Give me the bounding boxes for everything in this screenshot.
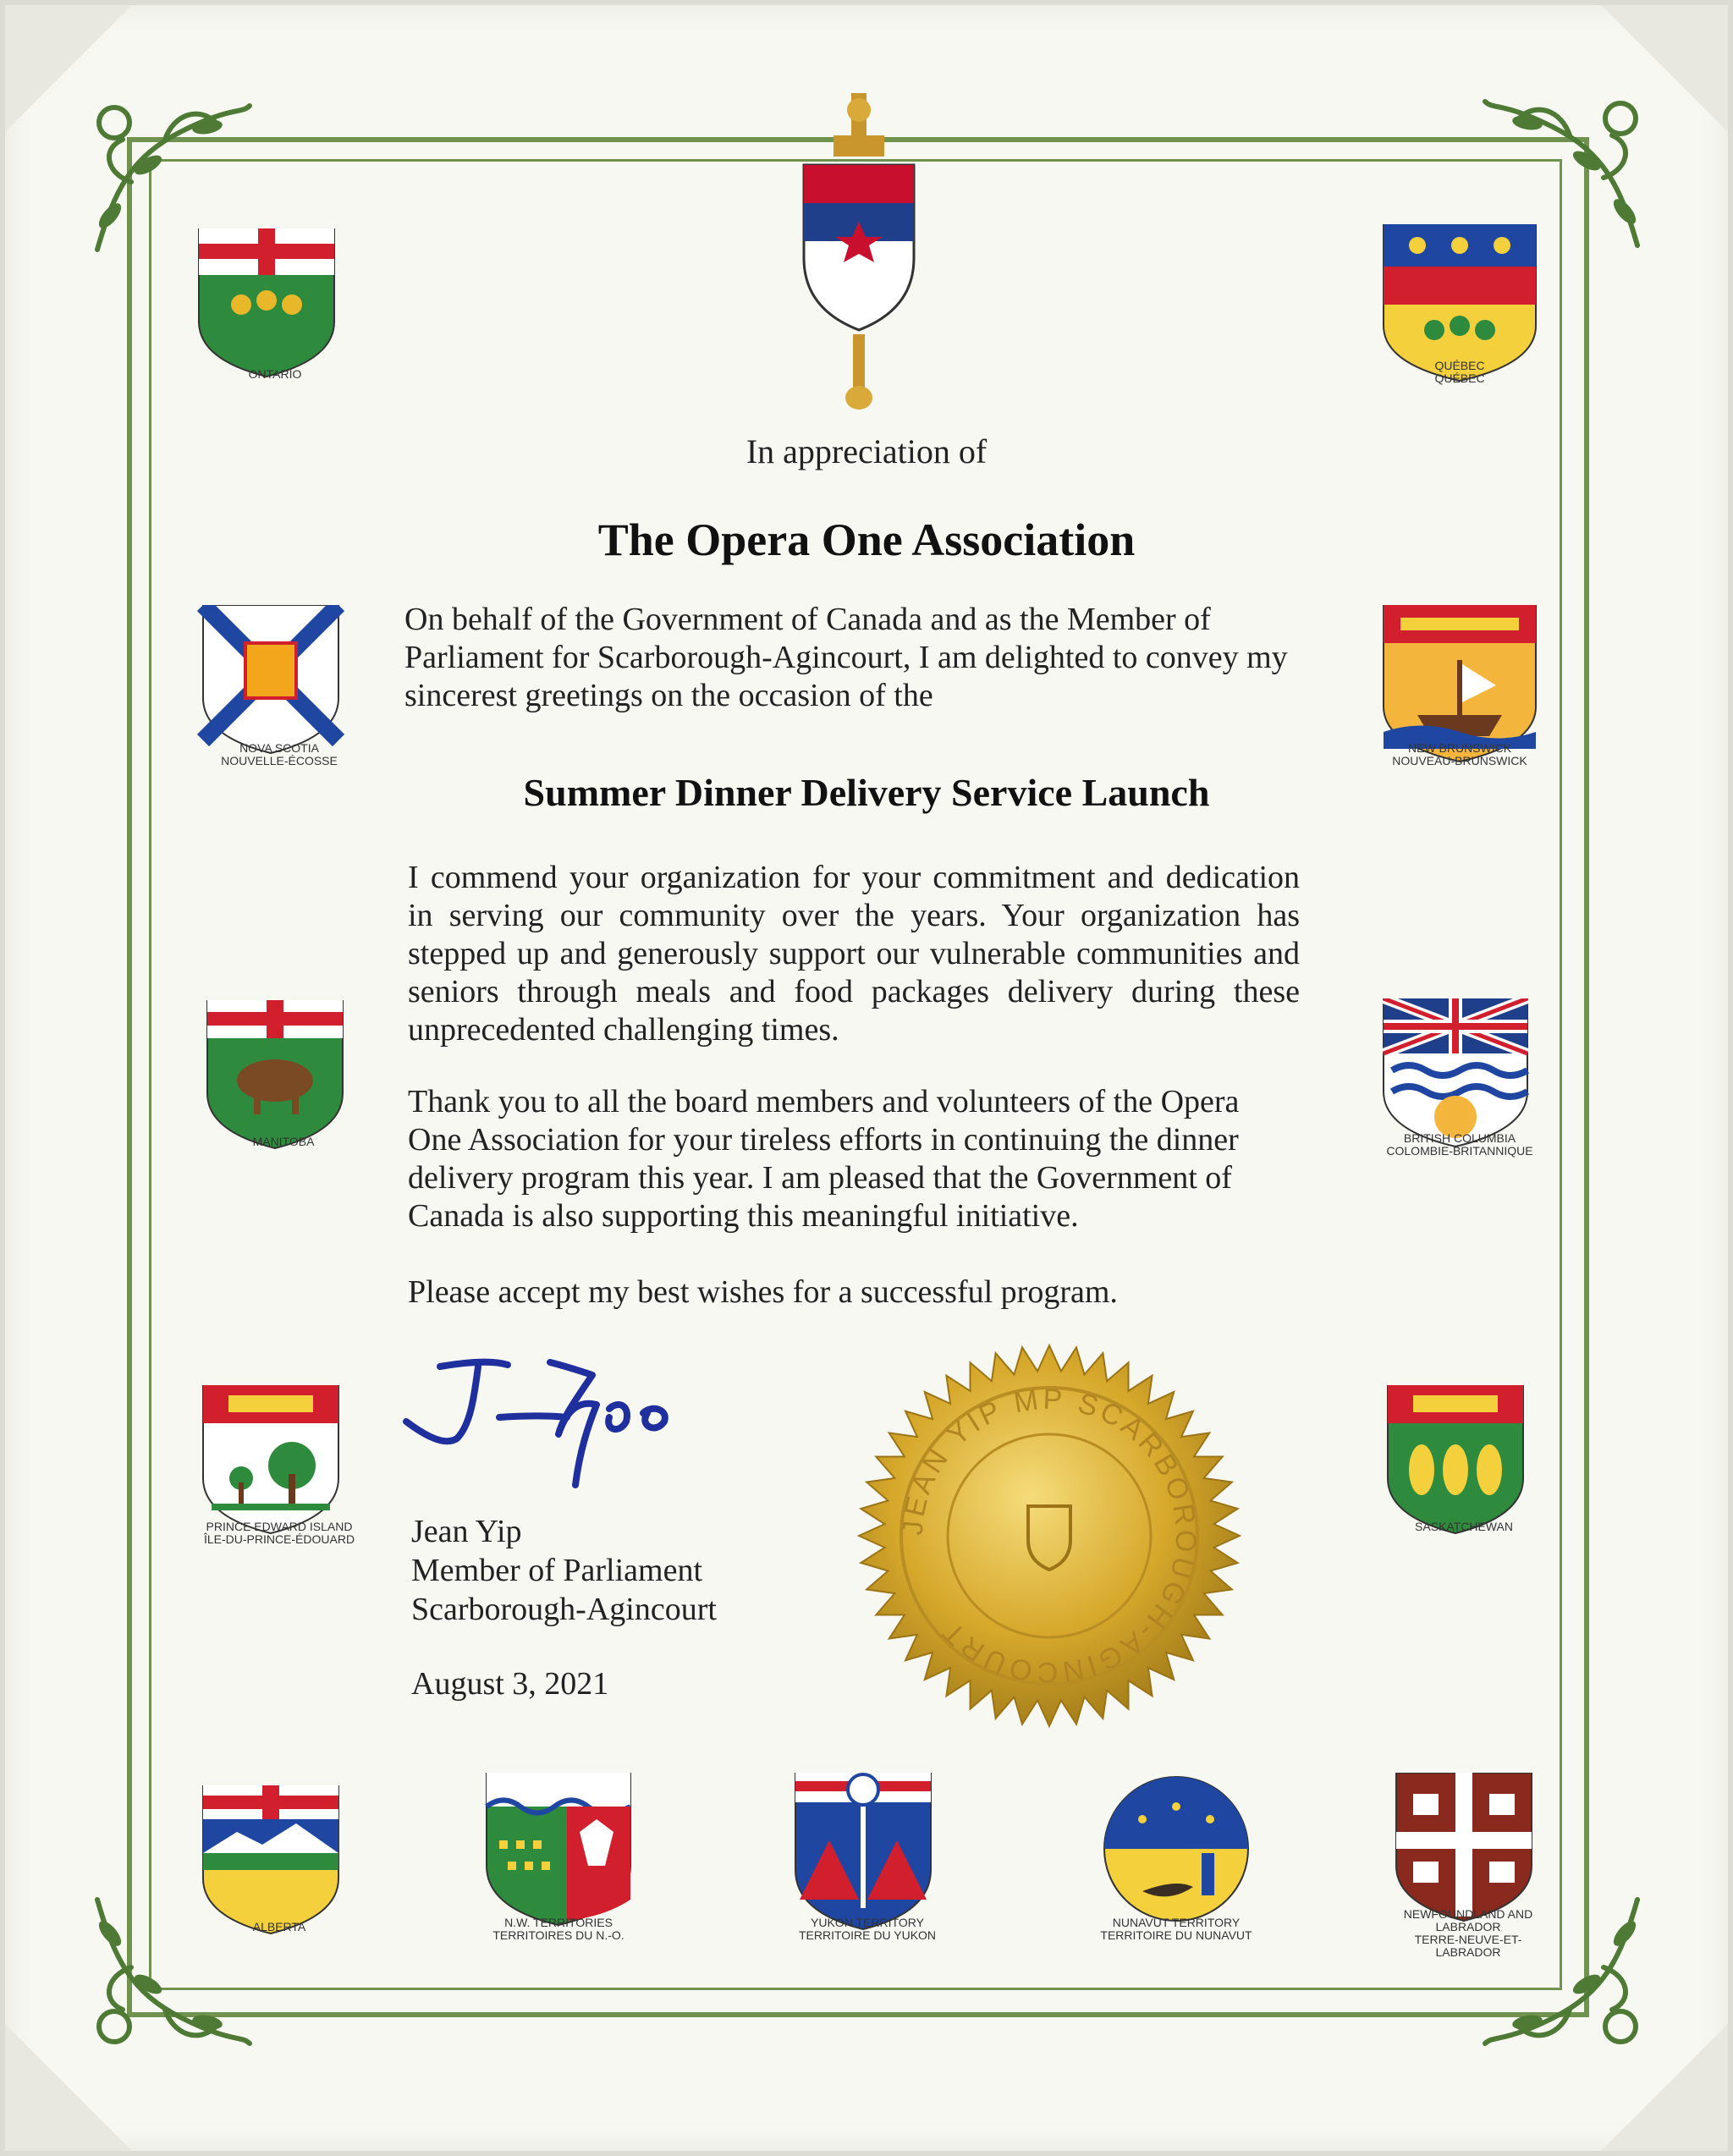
crest-label: TERRITOIRE DU YUKON	[798, 1928, 937, 1942]
crest-label: NUNAVUT TERRITORY	[1112, 1916, 1241, 1929]
crest-label: MANITOBA	[252, 1135, 315, 1148]
gold-seal-icon	[855, 1341, 1244, 1730]
seal-text: JEAN YIP MP SCARBOROUGH-AGINCOURT	[896, 1383, 1202, 1689]
certificate-heading: In appreciation of	[745, 432, 988, 470]
crest-label: ALBERTA	[252, 1920, 306, 1933]
signer-name: Jean Yip	[411, 1514, 522, 1549]
british-columbia-crest	[1375, 998, 1544, 1168]
crest-label: BRITISH COLUMBIA	[1403, 1131, 1516, 1145]
new-brunswick-crest	[1375, 605, 1544, 774]
canada-coat-of-arms-icon	[787, 93, 931, 415]
nova-scotia-crest	[195, 605, 364, 774]
certificate-date: August 3, 2021	[411, 1666, 609, 1702]
quebec-crest	[1375, 224, 1544, 393]
crest-label: TERRITOIRES DU N.-O.	[492, 1928, 624, 1942]
saskatchewan-crest	[1379, 1385, 1549, 1554]
alberta-crest	[195, 1785, 364, 1955]
crest-label: ONTARIO	[248, 367, 302, 381]
yukon-crest	[783, 1773, 952, 1942]
manitoba-crest	[199, 1000, 368, 1169]
wishes-paragraph: Please accept my best wishes for a successful program.	[408, 1274, 1118, 1310]
intro-paragraph: On behalf of the Government of Canada and as the Member of Parliament for Scarborough-Agincourt, I am delighted to convey my sincerest greetings on the occasion of the	[404, 602, 1288, 713]
crest-label: NOUVELLE-ÉCOSSE	[221, 754, 338, 767]
crest-label: COLOMBIE-BRITANNIQUE	[1386, 1144, 1533, 1158]
crest-label: TERRITOIRE DU NUNAVUT	[1100, 1928, 1252, 1942]
crest-label: ÎLE-DU-PRINCE-ÉDOUARD	[203, 1532, 355, 1546]
handwritten-signature-icon	[398, 1341, 702, 1489]
crest-label: NEW BRUNSWICK	[1407, 741, 1512, 755]
thanks-paragraph: Thank you to all the board members and volunteers of the Opera One Association for your tireless efforts in continuing the dinner delivery program this year. I am pleased that the Government of Canada is also supporting this meaningful initiative.	[408, 1084, 1240, 1234]
nwt-crest	[474, 1773, 643, 1942]
crest-label: YUKON TERRITORY	[811, 1916, 924, 1929]
pei-crest	[195, 1385, 364, 1554]
signer-riding: Scarborough-Agincourt	[411, 1592, 717, 1627]
event-name: Summer Dinner Delivery Service Launch	[523, 771, 1210, 814]
nunavut-crest	[1092, 1773, 1261, 1942]
signer-block	[411, 1512, 717, 1629]
crest-label: QUÉBEC	[1434, 371, 1485, 385]
crest-label: SASKATCHEWAN	[1415, 1520, 1513, 1533]
crest-label: NOUVEAU-BRUNSWICK	[1392, 754, 1527, 767]
commendation-paragraph: I commend your organization for your commitment and dedication in serving our community over the years. Your organization has stepped up and generously support our vulnerable communities and seniors through meals and food packages delivery during these unprecedented challenging times.	[408, 860, 1300, 1048]
crest-label: NOVA SCOTIA	[239, 741, 319, 755]
crest-label: N.W. TERRITORIES	[504, 1916, 613, 1929]
newfoundland-crest	[1384, 1773, 1553, 1959]
signer-title: Member of Parliament	[411, 1553, 703, 1588]
crest-label: NEWFOUNDLAND AND LABRADOR	[1403, 1907, 1533, 1933]
crest-label: QUÉBEC	[1434, 359, 1485, 372]
crest-label: PRINCE EDWARD ISLAND	[206, 1520, 353, 1533]
organization-name: The Opera One Association	[597, 514, 1136, 565]
crest-label: TERRE-NEUVE-ET-LABRADOR	[1414, 1933, 1522, 1959]
ontario-crest	[190, 228, 360, 398]
